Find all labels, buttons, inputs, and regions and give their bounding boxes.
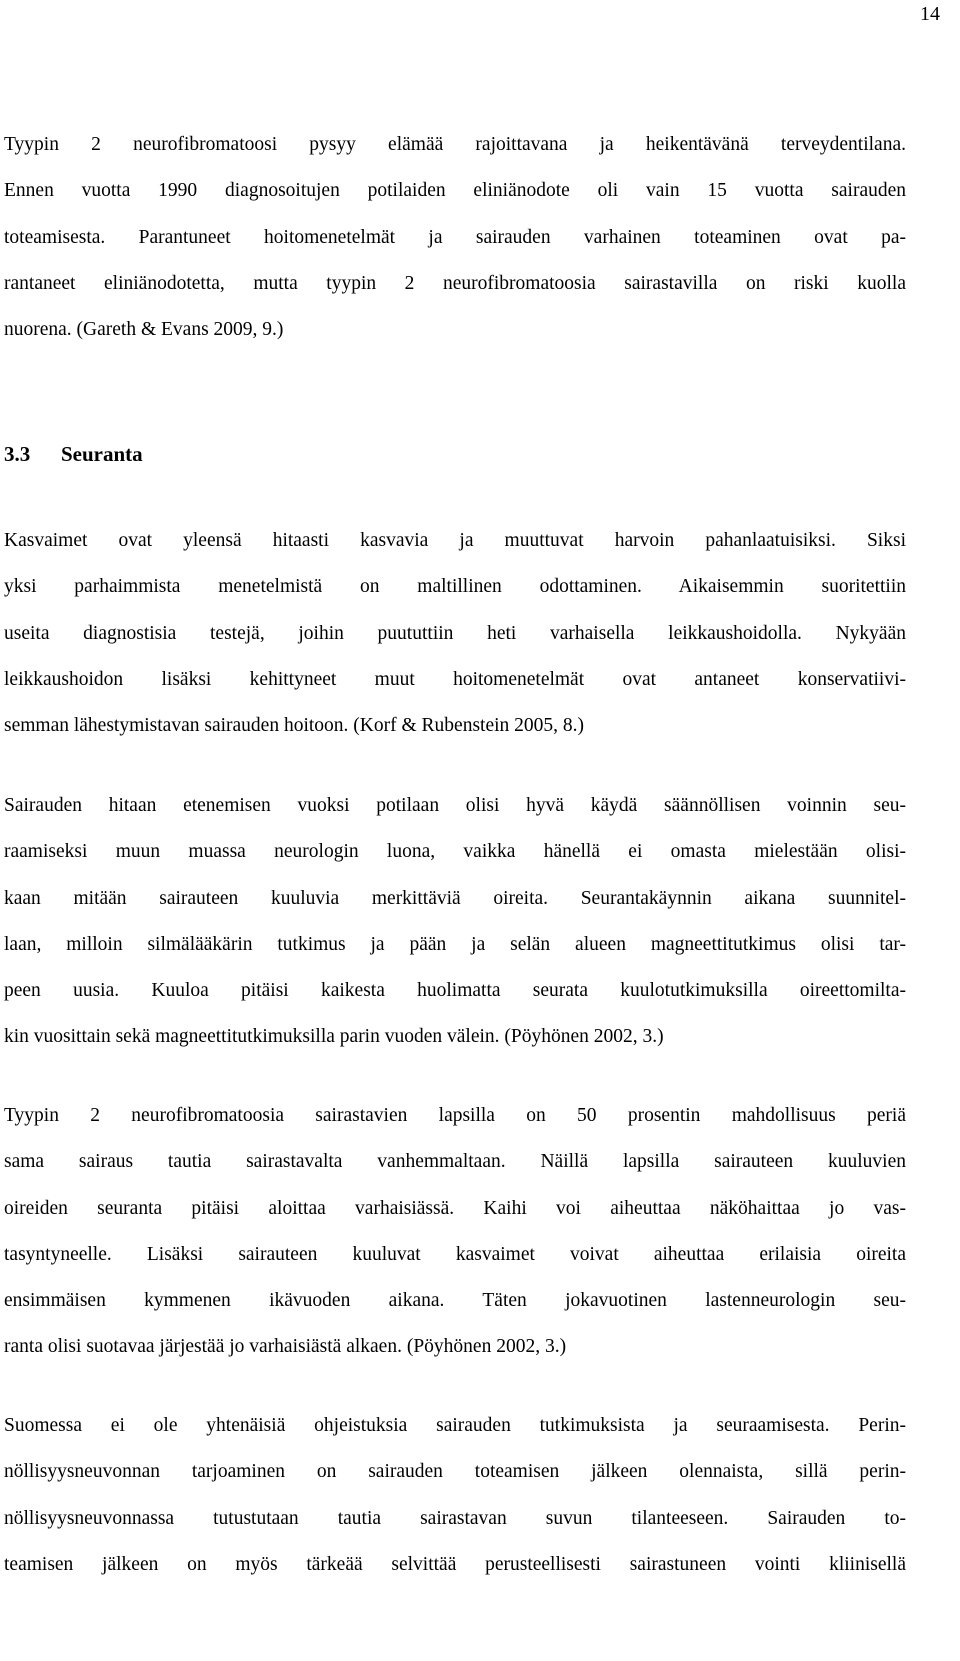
page-number: 14 [920,3,940,25]
paragraph-line: Suomessa ei ole yhtenäisiä ohjeistuksia sairauden tutkimuksista ja seuraamisesta. Perin- [4,1415,906,1436]
paragraph-line: tasyntyneelle. Lisäksi sairauteen kuuluvat kasvaimet voivat aiheuttaa erilaisia oireita [4,1243,906,1265]
paragraph-3 [4,783,906,1061]
section-title: Seuranta [61,442,143,466]
paragraph-line: useita diagnostisia testejä, joihin puututtiin heti varhaisella leikkaushoidolla. Nykyään [4,622,906,644]
paragraph-line: nöllisyysneuvonnassa tutustutaan tautia sairastavan suvun tilanteeseen. Sairauden to- [4,1507,906,1529]
paragraph-line: ranta olisi suotavaa järjestää jo varhaisiästä alkaen. (Pöyhönen 2002, 3.) [4,1336,567,1358]
paragraph-line: teamisen jälkeen on myös tärkeää selvittää perusteellisesti sairastuneen vointi kliinisellä [4,1553,906,1575]
paragraph-line: sama sairaus tautia sairastavalta vanhemmaltaan. Näillä lapsilla sairauteen kuuluvien [4,1151,906,1173]
paragraph-line: Tyypin 2 neurofibromatoosia sairastavien lapsilla on 50 prosentin mahdollisuus periä [4,1105,906,1126]
paragraph-4 [4,1093,906,1371]
paragraph-line: Ennen vuotta 1990 diagnosoitujen potilaiden eliniänodote oli vain 15 vuotta sairauden [4,180,906,202]
paragraph-line: raamiseksi muun muassa neurologin luona, vaikka hänellä ei omasta mielestään olisi- [4,841,906,863]
paragraph-line: kin vuosittain sekä magneettitutkimuksilla parin vuoden välein. (Pöyhönen 2002, 3.) [4,1026,664,1048]
paragraph-5 [4,1403,906,1588]
paragraph-line: semman lähestymistavan sairauden hoitoon. (Korf & Rubenstein 2005, 8.) [4,715,585,737]
paragraph-line: Kasvaimet ovat yleensä hitaasti kasvavia ja muuttuvat harvoin pahanlaatuisiksi. Siksi [4,530,906,551]
paragraph-line: nuorena. (Gareth & Evans 2009, 9.) [4,319,284,341]
paragraph-line: ensimmäisen kymmenen ikävuoden aikana. Täten jokavuotinen lastenneurologin seu- [4,1290,906,1312]
paragraph-line: laan, milloin silmälääkärin tutkimus ja pään ja selän alueen magneettitutkimus olisi tar- [4,933,906,955]
paragraph-2 [4,518,906,749]
paragraph-line: kaan mitään sairauteen kuuluvia merkittäviä oireita. Seurantakäynnin aikana suunnitel- [4,887,906,909]
paragraph-line: yksi parhaimmista menetelmistä on maltillinen odottaminen. Aikaisemmin suoritettiin [4,576,906,598]
paragraph-line: nöllisyysneuvonnan tarjoaminen on sairauden toteamisen jälkeen olennaista, sillä perin- [4,1461,906,1483]
section-number: 3.3 [4,442,31,466]
paragraph-line: oireiden seuranta pitäisi aloittaa varhaisiässä. Kaihi voi aiheuttaa näköhaittaa jo vas- [4,1197,906,1219]
paragraph-line: Sairauden hitaan etenemisen vuoksi potilaan olisi hyvä käydä säännöllisen voinnin seu- [4,795,906,816]
section-heading [4,436,143,472]
paragraph-line: toteamisesta. Parantuneet hoitomenetelmät ja sairauden varhainen toteaminen ovat pa- [4,226,906,248]
paragraph-1 [4,122,906,353]
paragraph-line: Tyypin 2 neurofibromatoosi pysyy elämää rajoittavana ja heikentävänä terveydentilana. [4,134,906,155]
paragraph-line: rantaneet eliniänodotetta, mutta tyypin 2 neurofibromatoosia sairastavilla on riski kuolla [4,272,906,294]
paragraph-line: leikkaushoidon lisäksi kehittyneet muut hoitomenetelmät ovat antaneet konservatiivi- [4,668,906,690]
paragraph-line: peen uusia. Kuuloa pitäisi kaikesta huolimatta seurata kuulotutkimuksilla oireettomilta- [4,980,906,1002]
